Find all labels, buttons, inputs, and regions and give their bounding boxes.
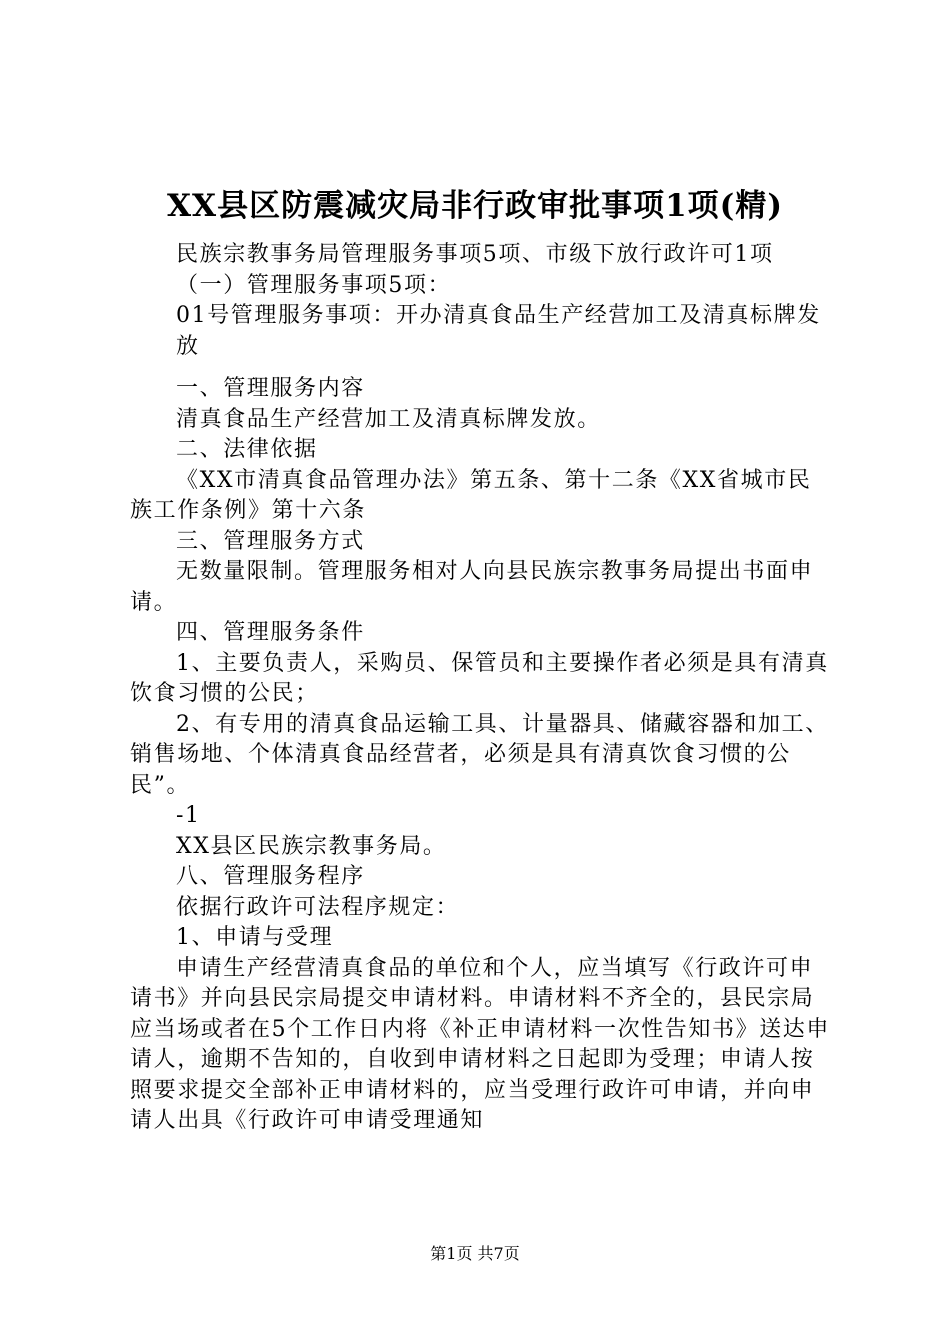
paragraph-heading-content: 一、管理服务内容 (176, 376, 365, 401)
paragraph-intro: 民族宗教事务局管理服务事项5项、市级下放行政许可1项 (176, 242, 774, 267)
paragraph-content: 清真食品生产经营加工及清真标牌发放。 (176, 406, 601, 432)
paragraph-heading-method: 三、管理服务方式 (176, 528, 365, 554)
paragraph-condition-1: 1、主要负责人，采购员、保管员和主要操作者必须是具有清真饮食习惯的公民； (130, 650, 829, 706)
paragraph-procedure-basis: 依据行政许可法程序规定： (176, 894, 460, 920)
paragraph-item-heading: 01号管理服务事项：开办清真食品生产经营加工及清真标牌发放 (176, 303, 821, 359)
paragraph-heading-legal: 二、法律依据 (176, 437, 318, 462)
paragraph-page-marker: -1 (176, 803, 201, 828)
paragraph-legal: 《XX市清真食品管理办法》第五条、第十二条《XX省城市民族工作条例》第十六条 (130, 467, 812, 523)
page-footer: 第1页 共7页 (430, 1244, 520, 1263)
paragraph-application: 申请生产经营清真食品的单位和个人，应当填写《行政许可申请书》并向县民宗局提交申请材料。申请材料不齐全的，县民宗局应当场或者在5个工作日内将《补正申请材料一次性告知书》送达申请人，逾期不告知的，自收到申请材料之日起即为受理；申请人按照要求提交全部补正申请材料的，应当受理行政许可申请，并向申请人出具《行政许可申请受理通知 (130, 955, 830, 1133)
paragraph-condition-2: 2、有专用的清真食品运输工具、计量器具、储藏容器和加工、销售场地、个体清真食品经营者，必须是具有清真饮食习惯的公民”。 (130, 711, 829, 798)
paragraph-heading-procedure: 八、管理服务程序 (176, 864, 365, 889)
paragraph-agency: XX县区民族宗教事务局。 (176, 833, 447, 859)
document-title: XX县区防震减灾局非行政审批事项1项(精) (166, 188, 783, 224)
paragraph-heading-application: 1、申请与受理 (176, 925, 334, 950)
paragraph-method: 无数量限制。管理服务相对人向县民族宗教事务局提出书面申请。 (130, 559, 814, 615)
paragraph-section-heading: （一）管理服务事项5项： (176, 272, 452, 298)
paragraph-heading-conditions: 四、管理服务条件 (176, 620, 365, 645)
document-body (130, 240, 830, 1137)
